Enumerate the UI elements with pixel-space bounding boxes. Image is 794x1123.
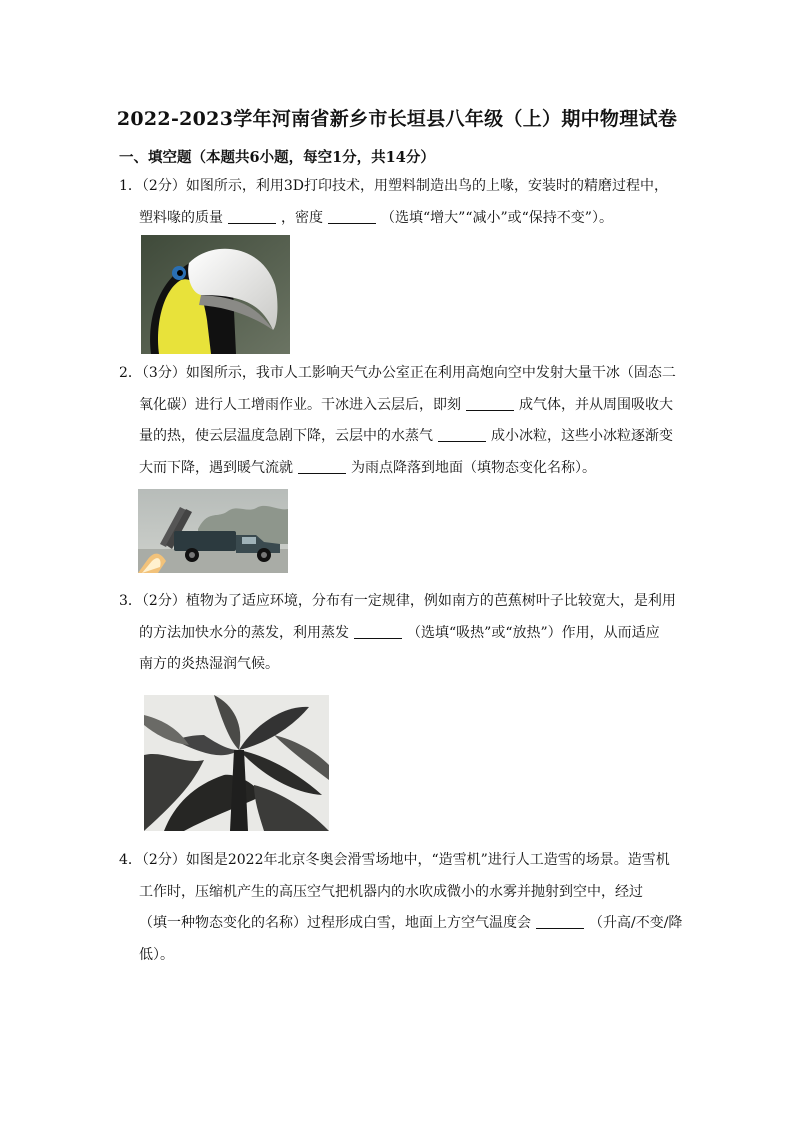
answer-blank[interactable] — [328, 209, 376, 224]
question-text: 南方的炎热湿润气候。 — [139, 656, 279, 672]
question-1-line-2 — [119, 203, 679, 235]
question-text: 大而下降，遇到暖气流就 — [139, 459, 293, 476]
question-3-score: （2分） — [141, 593, 186, 609]
question-text: 如图所示，我市人工影响天气办公室正在利用高炮向空中发射大量干冰（固态二 — [185, 365, 676, 381]
toucan-bird-photo — [141, 235, 290, 354]
question-1-number: 1． — [119, 178, 142, 194]
exam-title: 2022-2023学年河南省新乡市长垣县八年级（上）期中物理试卷 — [116, 108, 678, 130]
question-1 — [119, 171, 679, 234]
question-2-line-3 — [119, 421, 679, 453]
question-4-line-1 — [119, 845, 679, 877]
rocket-launcher-truck-photo — [138, 489, 288, 573]
question-text: 的方法加快水分的蒸发，利用蒸发 — [139, 624, 349, 641]
question-text: 为雨点降落到地面（填物态变化名称）。 — [351, 459, 596, 476]
question-1-line-1 — [119, 171, 679, 203]
question-4-number: 4． — [119, 852, 142, 868]
question-3-line-3 — [119, 649, 679, 681]
question-text: （升高/不变/降 — [589, 915, 683, 931]
question-2-line-1 — [119, 358, 679, 390]
answer-blank[interactable] — [438, 427, 486, 442]
question-4-line-4 — [119, 940, 679, 972]
question-2-score: （3分） — [141, 365, 186, 381]
question-4-line-3 — [119, 908, 683, 940]
answer-blank[interactable] — [354, 624, 402, 639]
question-text: 成气体，并从周围吸收大 — [519, 396, 673, 413]
question-3 — [119, 586, 679, 681]
question-text: （选填“增大”“减小”或“保持不变”）。 — [381, 209, 613, 226]
question-2 — [119, 358, 679, 484]
question-2-line-4 — [119, 453, 679, 485]
answer-blank[interactable] — [466, 396, 514, 411]
question-3-number: 3． — [119, 593, 142, 609]
question-text: ，密度 — [281, 209, 323, 226]
answer-blank[interactable] — [536, 914, 584, 929]
section-heading: 一、填空题（本题共6小题，每空1分，共14分） — [119, 149, 435, 166]
question-text: （填一种物态变化的名称）过程形成白雪，地面上方空气温度会 — [139, 915, 531, 931]
question-1-score: （2分） — [141, 178, 186, 194]
question-3-line-1 — [119, 586, 679, 618]
question-2-number: 2． — [119, 365, 142, 381]
question-text: 量的热，使云层温度急剧下降，云层中的水蒸气 — [139, 428, 433, 444]
question-2-line-2 — [119, 390, 679, 422]
question-text: 植物为了适应环境，分布有一定规律，例如南方的芭蕉树叶子比较宽大，是利用 — [185, 593, 676, 609]
banana-tree-photo — [144, 695, 329, 831]
question-4 — [119, 845, 683, 971]
question-text: 成小冰粒，这些小冰粒逐渐变 — [491, 428, 673, 444]
answer-blank[interactable] — [228, 209, 276, 224]
question-text: 如图所示，利用3D打印技术，用塑料制造出鸟的上喙，安装时的精磨过程中， — [185, 178, 668, 194]
question-text: 氧化碳）进行人工增雨作业。干冰进入云层后，即刻 — [139, 396, 461, 413]
question-4-line-2 — [119, 877, 679, 909]
question-3-line-2 — [119, 618, 679, 650]
answer-blank[interactable] — [298, 459, 346, 474]
question-4-score: （2分） — [141, 852, 186, 868]
question-text: 如图是2022年北京冬奥会滑雪场地中，“造雪机”进行人工造雪的场景。造雪机 — [185, 852, 670, 868]
question-text: （选填“吸热”或“放热”）作用，从而适应 — [407, 624, 660, 641]
question-text: 工作时，压缩机产生的高压空气把机器内的水吹成微小的水雾并抛射到空中，经过 — [139, 883, 643, 900]
question-text: 塑料喙的质量 — [139, 209, 223, 226]
question-text: 低）。 — [139, 946, 174, 963]
